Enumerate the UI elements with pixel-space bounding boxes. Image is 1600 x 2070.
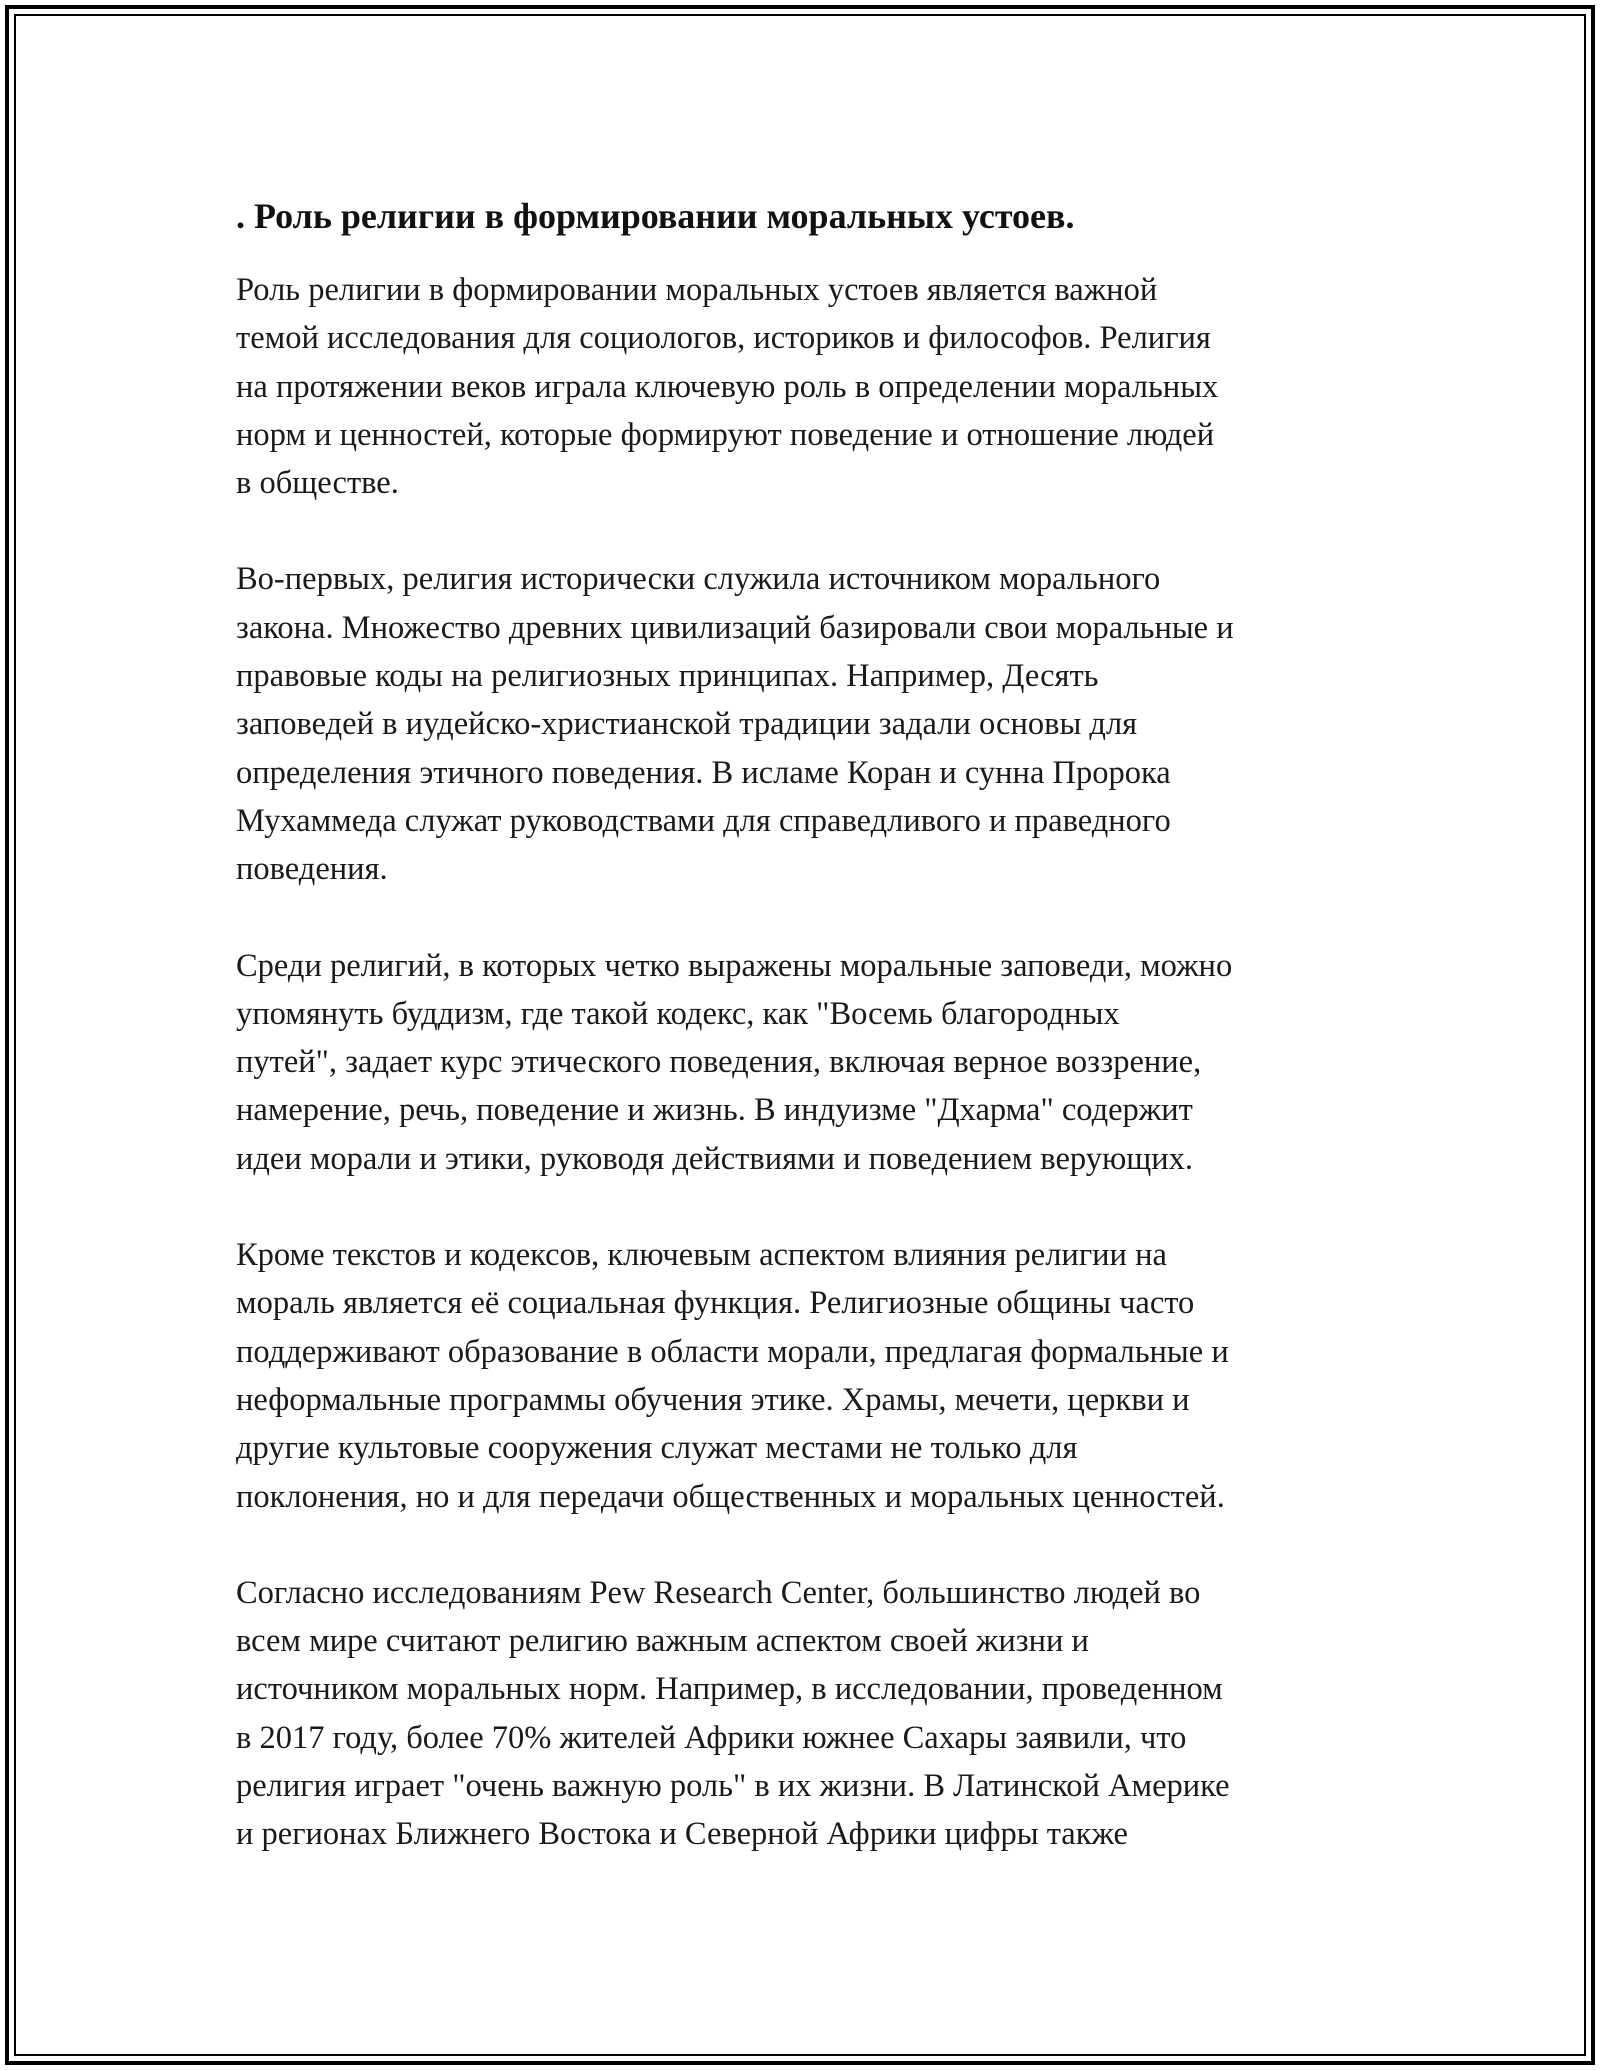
paragraph-3: Среди религий, в которых четко выражены моральные заповеди, можно упомянуть буддизм, где такой кодекс, как "Восемь благородных путей", задает курс этического поведения, включая верное воззрение, намерение, речь, поведение и жизнь. В индуизме "Дхарма" содержит идеи морали и этики, руководя действиями и поведением верующих.: [236, 947, 1233, 1177]
paragraph-5: Согласно исследованиям Pew Research Center, большинство людей во всем мире считают религию важным аспектом своей жизни и источником моральных норм. Например, в исследовании, проведенном в 2017 году, более 70% жителей Африки южнее Сахары заявили, что религия играет "очень важную роль" в их жизни. В Латинской Америке и регионах Ближнего Востока и Северной Африки цифры также: [236, 1574, 1230, 1853]
document-body: [236, 192, 1386, 1907]
paragraph-2: Во-первых, религия исторически служила источником морального закона. Множество древних цивилизаций базировали свои моральные и правовые коды на религиозных принципах. Например, Десять заповедей в иудейско-христианской традиции задали основы для определения этичного поведения. В исламе Коран и сунна Пророка Мухаммеда служат руководствами для справедливого и праведного поведения.: [236, 561, 1234, 888]
paragraph-1: Роль религии в формировании моральных устоев является важной темой исследования для социологов, историков и философов. Религия на протяжении веков играла ключевую роль в определении моральных норм и ценностей, которые формируют поведение и отношение людей в обществе.: [236, 272, 1219, 502]
document-title: . Роль религии в формировании моральных устоев.: [236, 196, 1075, 236]
paragraph-4: Кроме текстов и кодексов, ключевым аспектом влияния религии на мораль является её социальная функция. Религиозные общины часто поддерживают образование в области морали, предлагая формальные и неформальные программы обучения этике. Храмы, мечети, церкви и другие культовые сооружения служат местами не только для поклонения, но и для передачи общественных и моральных ценностей.: [236, 1237, 1229, 1515]
